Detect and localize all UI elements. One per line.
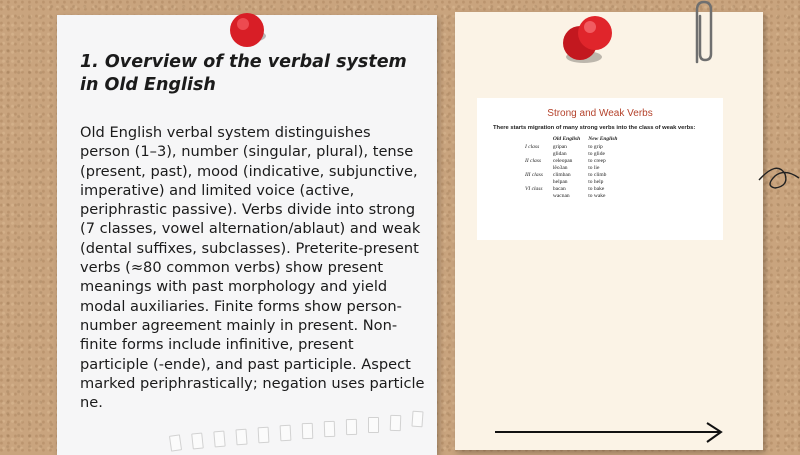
table-row: [525, 144, 625, 151]
tab: [368, 417, 379, 433]
pushpin-icon: [226, 10, 270, 54]
verb-class: [525, 193, 553, 200]
left-note: [57, 15, 437, 455]
table-row: [525, 179, 625, 186]
torn-tabs: [170, 405, 440, 450]
note-body: Old English verbal system distinguishes person (1–3), number (singular, plural), tense (present, past), mood (indicative, subjunctive, imperative) and limited voice (active, periphrastic passive). Verbs divide into strong (7 classes, vowel alternation/ablaut) and weak (dental suffixes, subclasses). Preterite-present verbs (≈80 common verbs) show present meanings with past morphology and yield modal auxiliaries. Finite forms show person-number agreement mainly in present. Non-finite forms include infinitive, present participle (-ende), and past participle. Aspect marked periphrastically; negation uses particle ne.: [80, 124, 425, 412]
old-english: bacan: [552, 186, 566, 192]
paperclip-icon: [683, 0, 723, 70]
verb-class: VI class: [525, 186, 543, 192]
pushpin-icon: [558, 15, 620, 67]
tab: [280, 425, 292, 442]
table-row: [525, 151, 625, 158]
verb-class: II class: [525, 158, 542, 164]
old-english: celeopan: [552, 158, 573, 164]
table-row: [525, 165, 625, 172]
new-english: to wake: [588, 193, 606, 199]
tab: [324, 421, 336, 437]
new-english: to grip: [588, 144, 603, 150]
col-header: New English: [588, 136, 618, 142]
old-english: climban: [552, 172, 571, 178]
arrow-icon: [493, 420, 728, 445]
right-note: [455, 12, 763, 450]
tab: [346, 419, 357, 435]
slide-title: Strong and Weak Verbs: [547, 108, 653, 119]
new-english: to help: [588, 179, 604, 185]
table-row: [525, 158, 625, 165]
tab: [235, 429, 247, 446]
verb-class: [525, 151, 553, 158]
verb-class: [525, 165, 553, 172]
verb-class: III class: [525, 172, 543, 178]
col-header: Old English: [552, 136, 581, 142]
tab: [169, 434, 182, 451]
tab: [390, 415, 402, 431]
tab: [191, 432, 204, 449]
new-english: to bake: [588, 186, 605, 192]
tab: [302, 423, 314, 439]
table-row: [525, 193, 625, 200]
old-english: wacnan: [552, 193, 570, 199]
slide-subtitle: There starts migration of many strong verbs into the class of weak verbs:: [493, 125, 696, 131]
new-english: to climb: [588, 172, 607, 178]
new-english: to glide: [588, 151, 605, 157]
table-row: [525, 172, 625, 179]
old-english: lêo3an: [552, 165, 568, 171]
old-english: glidan: [552, 151, 567, 157]
verb-class: [525, 179, 553, 186]
note-title: 1. Overview of the verbal system in Old English: [80, 52, 407, 95]
new-english: to creep: [588, 158, 606, 164]
table-row: [525, 186, 625, 193]
old-english: helpan: [552, 179, 568, 185]
tab: [213, 431, 225, 448]
old-english: gripan: [552, 144, 567, 150]
verb-class: I class: [525, 144, 540, 150]
col-header: [525, 136, 553, 144]
new-english: to lie: [588, 165, 600, 171]
tab: [258, 427, 270, 444]
slide-image: [477, 98, 723, 240]
tab: [411, 411, 423, 428]
doodle-icon: [755, 150, 800, 210]
verb-table: [525, 136, 625, 200]
